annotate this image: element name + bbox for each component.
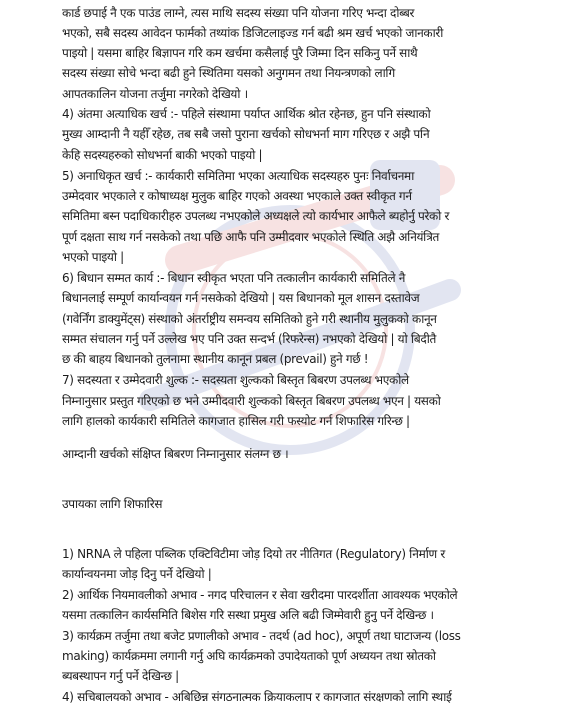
text-line: लागि हालको कार्यकारी समितिले कागजात हासिल गरी फस्योट गर्न शिफारिस गरिन्छ | [62,414,410,428]
section-heading: उपायका लागि शिफारिस [62,497,163,511]
text-line: 5) अनाधिकृत खर्च :- कार्यकारी समितिमा भएका अत्याधिक सदस्यहरु पुनः निर्वाचनमा [62,169,414,183]
text-line: (गवेर्निंग डाक्युमेंट्स) संस्थाको अंतर्राष्ट्रीय समन्वय समितिको हुने गरी स्थानीय मुलुकको कानून [62,312,437,326]
text-line: पूर्ण दक्षता साथ गर्न नसकेको तथा पछि आफै पनि उम्मीदवार भएकोले स्थिति अझै अनियंत्रित [62,230,440,244]
text-line: 7) सदस्यता र उम्मेदवारी शुल्क :- सदस्यता शुल्कको बिस्तृत बिबरण उपलब्ध भएकोले [62,373,409,387]
text-line: ब्यबस्थापन गर्नु पर्ने देखिन्छ | [62,669,179,683]
summary-note: आम्दानी खर्चको संक्षिप्त बिबरण निम्नानुसार संलग्न छ । [62,447,289,461]
text-line: केहि सदस्यहरुको सोधभर्ना बाकी भएको पाइयो | [62,148,263,162]
text-line: समितिमा बस्न पदाधिकारीहरु उपलब्ध नभएकोले अध्यक्षले त्यो कार्यभार आफैले ब्यहोर्नु परेको र [62,209,450,223]
text-line: 4) अंतमा अत्याधिक खर्च :- पहिले संस्थामा पर्याप्त आर्थिक श्रोत रहेनछ, हुन पनि संस्थाको [62,107,431,121]
text-line: बिधानलाई सम्पूर्ण कार्यान्वयन गर्न नसकेको देखियो | यस बिधानको मूल शासन दस्तावेज [62,291,420,305]
text-line: छ की बाहय बिधानको तुलनामा स्थानीय कानून प्रबल (prevail) हुने गर्छ ! [62,352,369,366]
text-line: निम्नानुसार प्रस्तुत गरिएको छ भने उम्मीदवारी शुल्कको बिस्तृत बिबरण उपलब्ध भएन | यसको [62,394,441,408]
text-line: 3) कार्यक्रम तर्जुमा तथा बजेट प्रणालीको अभाव - तदर्थ (ad hoc), अपूर्ण तथा घाटाजन्य (loss [62,629,461,643]
text-line: कार्ड छपाई नै एक पाउंड लाग्ने, त्यस माथि सदस्य संख्या पनि योजना गरिए भन्दा दोब्बर [62,6,415,20]
text-line: 1) NRNA ले पहिला पब्लिक एक्टिविटीमा जोड़ दियो तर नीतिगत (Regulatory) निर्माण र [62,547,445,561]
text-line: 4) सचिबालयको अभाव - अबिछिन्न संगठनात्मक क्रियाकलाप र कागजात संरक्षणको लागि स्थाई [62,690,452,704]
text-line: आपतकालिन योजना तर्जुमा नगरेको देखियो । [62,87,248,101]
text-line: उम्मेदवार भएकाले र कोषाध्यक्ष मुलुक बाहिर गएको अवस्था भएकाले उक्त स्वीकृत गर्न [62,189,412,203]
text-line: यसमा तत्कालिन कार्यसमिति बिशेस गरि सस्था प्रमुख अलि बढी जिम्मेवारी हुनु पर्ने देखिन्छ । [62,608,434,622]
text-line: सदस्य संख्या सोचे भन्दा बढी हुने स्थितिमा यसको अनुगमन तथा नियन्त्रणको लागि [62,66,395,80]
text-line: भएको पाइयो | [62,250,124,264]
text-line: सम्मत संचालन गर्नु पर्ने उल्लेख भए पनि उक्त सन्दर्भ (रिफरेन्स) नभएको देखियो | यो बिदीतै [62,332,437,346]
text-line: पाइयो | यसमा बाहिर बिज्ञापन गरि कम खर्चमा कसैलाई पुरै जिम्मा दिन सकिनु पर्ने साथै [62,46,418,60]
text-line: 2) आर्थिक नियमावलीको अभाव - नगद परिचालन र सेवा खरीदमा पारदर्शीता आवश्यक भएकोले [62,588,458,602]
text-line: 6) बिधान सम्मत कार्य :- बिधान स्वीकृत भएता पनि तत्कालीन कार्यकारी समितिले नै [62,271,406,285]
text-line: कार्यान्वयनमा जोड़ दिनु पर्ने देखियो | [62,567,212,581]
text-line: भएको, सबै सदस्य आवेदन फार्मको तथ्यांक डिजिटलाइज्ड गर्न बढी श्रम खर्च भएको जानकारी [62,26,444,40]
text-line: मुख्य आम्दानी नै यहीँ रहेछ, तब सबै जसो पुराना खर्चको सोधभर्ना माग गरिएछ र अझै पनि [62,127,430,141]
text-line: making) कार्यक्रममा लगानी गर्नु अघि कार्यक्रमको उपादेयताको पूर्ण अध्ययन तथा स्रोतको [62,649,436,663]
